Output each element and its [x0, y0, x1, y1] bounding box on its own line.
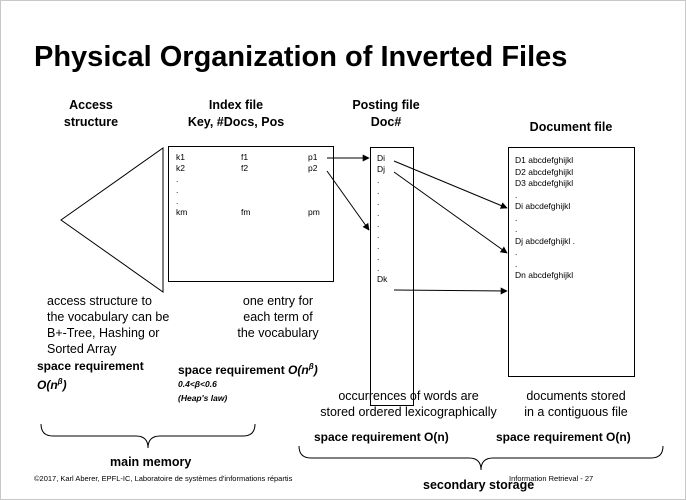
index-pos-cell: p2	[308, 163, 318, 173]
document-entry: Dn abcdefghijkl	[515, 270, 574, 280]
document-space-requirement: space requirement O(n)	[496, 430, 631, 444]
index-docs-cell: fm	[241, 207, 251, 217]
index-header-line-1: Index file	[208, 98, 264, 112]
beta-range: 0.4<β<0.6	[178, 379, 217, 389]
main-memory-brace	[41, 424, 255, 448]
posting-entry: Di	[377, 153, 386, 163]
index-desc-line-2: each term of	[243, 310, 313, 324]
document-entry: D2 abcdefghijkl	[515, 166, 574, 177]
footer-page-label: Information Retrieval - 27	[509, 474, 594, 483]
document-entry: .	[515, 258, 518, 269]
secondary-storage-label: secondary storage	[423, 478, 535, 492]
document-entry: Dj abcdefghijkl .	[515, 235, 576, 246]
index-key-cell: .	[176, 185, 179, 195]
posting-entry: .	[377, 175, 380, 185]
posting-header-line-2: Doc#	[370, 115, 402, 129]
posting-entry: .	[377, 252, 380, 262]
posting-entry: .	[377, 186, 380, 196]
posting-entry: .	[377, 241, 380, 251]
access-desc-line-1: access structure to	[47, 294, 152, 308]
access-header-line-1: Access	[69, 98, 113, 112]
footer-copyright: ©2017, Karl Aberer, EPFL-IC, Laboratoire de systèmes d'informations répartis	[34, 474, 293, 483]
index-pos-cell: pm	[308, 207, 320, 217]
document-desc-line-1: documents stored	[526, 389, 626, 403]
access-desc-line-2: the vocabulary can be	[47, 310, 170, 324]
index-key-cell: k2	[176, 163, 185, 173]
document-entry: D1 abcdefghijkl	[515, 155, 574, 165]
heaps-law: (Heap's law)	[178, 393, 228, 403]
posting-entry: .	[377, 263, 380, 273]
index-space-label: space requirement	[178, 363, 289, 377]
document-entry: .	[515, 247, 518, 257]
slide-title: Physical Organization of Inverted Files	[34, 41, 568, 73]
index-desc-line-3: the vocabulary	[237, 326, 319, 340]
posting-desc-line-1: occurrences of words are	[338, 389, 479, 403]
access-header-line-2: structure	[63, 115, 119, 129]
access-space-formula: $O(n^\beta)$	[37, 377, 67, 392]
posting-entry: Dj	[377, 164, 386, 174]
index-key-cell: k1	[176, 152, 185, 162]
document-entry: .	[515, 212, 518, 223]
index-docs-cell: f1	[241, 152, 249, 162]
posting-entry: .	[377, 219, 380, 229]
index-space-formula: $O(n^\beta)$	[288, 362, 318, 377]
document-entry: D3 abcdefghijkl	[515, 178, 574, 188]
index-desc-line-1: one entry for	[242, 294, 314, 308]
posting-entry: .	[377, 197, 380, 207]
secondary-storage-brace	[299, 446, 663, 470]
index-key-cell: .	[176, 196, 179, 206]
access-desc-line-4: Sorted Array	[47, 342, 117, 356]
main-memory-label: main memory	[110, 455, 192, 469]
index-header-line-2: Key, #Docs, Pos	[187, 115, 285, 129]
index-docs-cell: f2	[241, 163, 249, 173]
document-entry: .	[515, 224, 518, 234]
posting-header-line-1: Posting file	[352, 98, 420, 112]
index-pos-cell: p1	[308, 152, 318, 162]
posting-desc-line-2: stored ordered lexicographically	[320, 405, 497, 419]
document-file-header: Document file	[529, 120, 613, 134]
posting-entry: .	[377, 208, 380, 218]
document-entry: Di abcdefghijkl	[515, 201, 571, 211]
document-entry: .	[515, 189, 518, 200]
braces-layer	[1, 1, 685, 499]
index-key-cell: .	[176, 174, 179, 184]
access-space-label: space requirement	[37, 359, 144, 373]
posting-entry: .	[377, 230, 380, 240]
index-key-cell: km	[176, 207, 188, 217]
posting-entry: Dk	[377, 274, 388, 284]
posting-space-requirement: space requirement O(n)	[314, 430, 449, 444]
document-desc-line-2: in a contiguous file	[524, 405, 628, 419]
access-desc-line-3: B+-Tree, Hashing or	[47, 326, 160, 340]
